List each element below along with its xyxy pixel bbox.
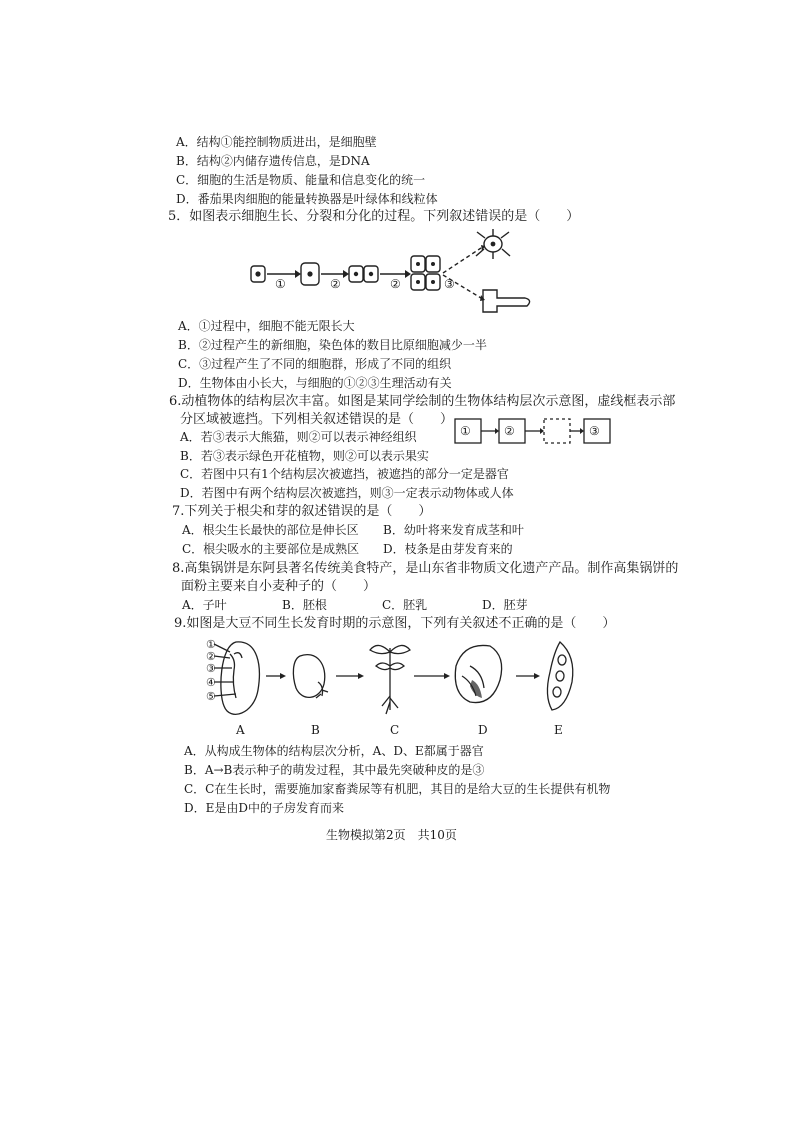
seed-label-5: ⑤ [206, 690, 216, 703]
q7-option-c: C．根尖吸水的主要部位是成熟区 [182, 542, 360, 556]
stage-label-a: A [236, 723, 245, 737]
q6-option-c: C．若图中只有1个结构层次被遮挡，被遮挡的部分一定是器官 [180, 467, 509, 481]
q5-step-label-1: ① [275, 277, 286, 291]
stage-label-d: D [478, 723, 488, 737]
q9-stem: 9.如图是大豆不同生长发育时期的示意图，下列有关叙述不正确的是（ ） [174, 616, 616, 631]
seedling-icon [370, 645, 410, 714]
q5-cell-process-figure [245, 228, 545, 316]
elongated-cell-icon [483, 290, 530, 312]
seed-label-3: ③ [206, 662, 216, 675]
soybean-seed-icon [214, 642, 259, 714]
q7-option-a: A．根尖生长最快的部位是伸长区 [182, 523, 359, 537]
q7-option-d: D．枝条是由芽发育来的 [383, 542, 513, 556]
q8-option-c: C．胚乳 [382, 598, 428, 612]
q8-option-b: B．胚根 [282, 598, 327, 612]
q5-option-c: C．③过程产生了不同的细胞群，形成了不同的组织 [178, 357, 452, 371]
seed-label-2: ② [206, 650, 216, 663]
q9-option-a: A．从构成生物体的结构层次分析，A、D、E都属于器官 [184, 744, 484, 758]
seed-label-4: ④ [206, 676, 216, 689]
q4-option-b: B．结构②内储存遗传信息，是DNA [176, 154, 370, 168]
q5-step-label-2: ② [330, 277, 341, 291]
q8-option-a: A．子叶 [182, 598, 227, 612]
page-footer: 生物模拟第2页 共10页 [326, 828, 457, 842]
q7-option-b: B．幼叶将来发育成茎和叶 [383, 523, 524, 537]
q5-step-label-3: ② [390, 277, 401, 291]
q6-option-b: B．若③表示绿色开花植物，则②可以表示果实 [180, 449, 429, 463]
germinating-seed-icon [293, 655, 328, 698]
q9-option-d: D．E是由D中的子房发育而来 [184, 801, 345, 815]
bean-pod-icon [547, 642, 572, 710]
q7-stem: 7.下列关于根尖和芽的叙述错误的是（ ） [172, 504, 432, 519]
q8-option-d: D．胚芽 [482, 598, 528, 612]
q5-stem: 5．如图表示细胞生长、分裂和分化的过程。下列叙述错误的是（ ） [168, 209, 580, 224]
q5-step-label-4: ③ [444, 277, 455, 291]
q6-stem-line1: 6.动植物体的结构层次丰富。如图是某同学绘制的生物体结构层次示意图，虚线框表示部 [169, 394, 676, 409]
q4-option-c: C．细胞的生活是物质、能量和信息变化的统一 [176, 173, 426, 187]
q8-stem-line1: 8.高集锅饼是东阿县著名传统美食特产，是山东省非物质文化遗产产品。制作高集锅饼的 [172, 561, 679, 576]
q6-box-label-1: ① [460, 424, 471, 438]
q6-option-a: A．若③表示大熊猫，则②可以表示神经组织 [180, 430, 417, 444]
q4-option-d: D．番茄果肉细胞的能量转换器是叶绿体和线粒体 [176, 192, 438, 206]
seed-label-1: ① [206, 638, 216, 651]
q5-option-b: B．②过程产生的新细胞，染色体的数目比原细胞减少一半 [178, 338, 487, 352]
q6-stem-line2: 分区域被遮挡。下列相关叙述错误的是（ ） [180, 412, 454, 427]
q6-box-label-3: ③ [589, 424, 600, 438]
stage-label-e: E [554, 723, 563, 737]
q8-stem-line2: 面粉主要来自小麦种子的（ ） [181, 579, 377, 594]
q9-option-b: B．A→B表示种子的萌发过程，其中最先突破种皮的是③ [184, 763, 485, 777]
q4-option-a: A．结构①能控制物质进出，是细胞壁 [176, 135, 377, 149]
q5-option-a: A．①过程中，细胞不能无限长大 [178, 319, 355, 333]
q6-option-d: D．若图中有两个结构层次被遮挡，则③一定表示动物体或人体 [180, 486, 514, 500]
q5-option-d: D．生物体由小长大，与细胞的①②③生理活动有关 [178, 376, 452, 390]
q9-option-c: C．C在生长时，需要施加家畜粪尿等有机肥，其目的是给大豆的生长提供有机物 [184, 782, 611, 796]
q6-box-label-2: ② [504, 424, 515, 438]
q9-soybean-stages-figure [200, 636, 600, 722]
hidden-level-box [544, 419, 570, 443]
stage-label-b: B [311, 723, 320, 737]
stage-label-c: C [390, 723, 400, 737]
